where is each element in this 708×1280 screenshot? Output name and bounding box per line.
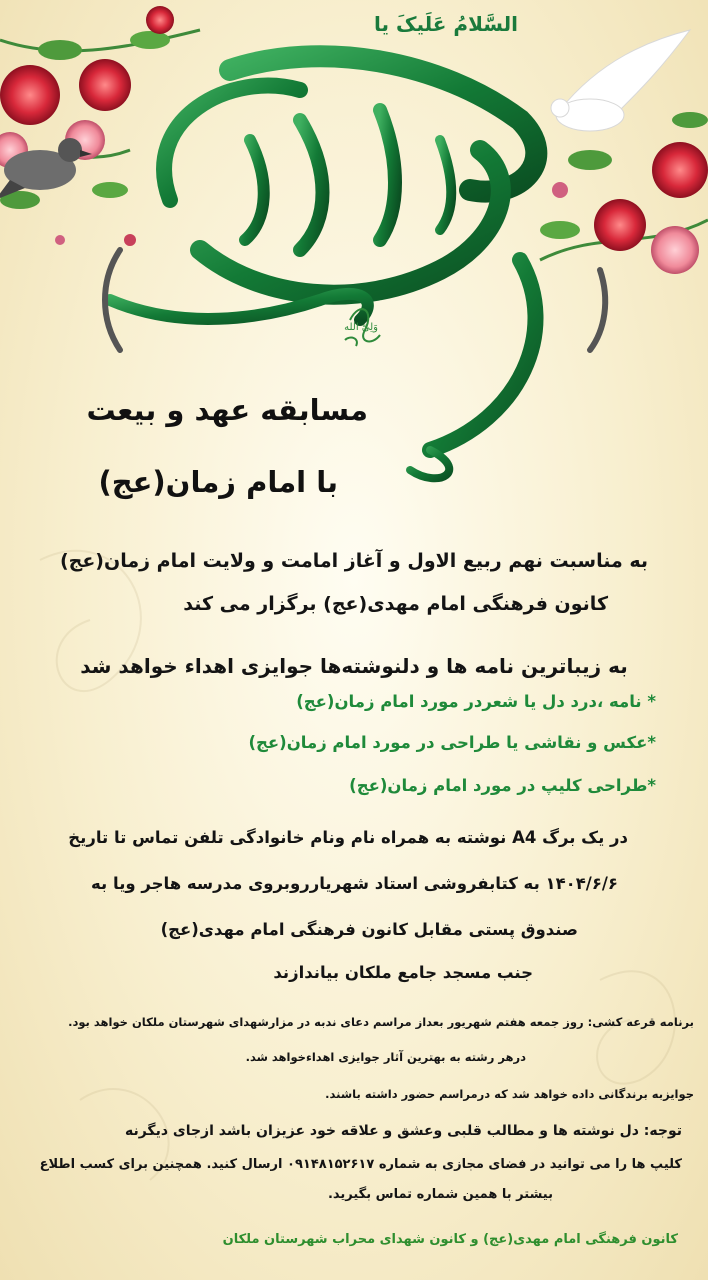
draw-line-3: جوایزبه برندگانی داده خواهد شد که درمراسم حضور داشته باشند. — [325, 1087, 694, 1101]
rules-line-1: در یک برگ A4 نوشته به همراه نام ونام خانوادگی تلفن تماس تا تاریخ — [68, 828, 628, 847]
intro-line-2: کانون فرهنگی امام مهدی(عج) برگزار می کند — [183, 593, 608, 615]
notice-line-1: توجه: دل نوشته ها و مطالب قلبی وعشق و علاقه خود عزیزان باشد ازجای دیگرنه — [124, 1123, 682, 1139]
dove-icon — [551, 30, 690, 131]
draw-line-2: درهر رشته به بهترین آثار جوایزی اهداءخواهد شد. — [245, 1050, 526, 1064]
prize-item-letter: * نامه ،درد دل یا شعردر مورد امام زمان(عج) — [296, 692, 656, 711]
title-line-2: با امام زمان(عج) — [98, 465, 338, 499]
calligraphy-name — [0, 165, 708, 166]
background-flourish — [40, 551, 675, 1180]
signature: وَلِیّ الله — [344, 322, 378, 333]
prize-item-clip: *طراحی کلیپ در مورد امام زمان(عج) — [349, 776, 656, 795]
prize-item-photo: *عکس و نقاشی یا طراحی در مورد امام زمان(عج) — [248, 733, 656, 752]
notice-line-2: کلیپ ها را می توانید در فضای مجازی به شماره ۰۹۱۴۸۱۵۲۶۱۷ ارسال کنید. همچنین برای کسب اطلاع — [39, 1157, 682, 1172]
rules-line-3: صندوق پستی مقابل کانون فرهنگی امام مهدی(عج) — [160, 920, 578, 939]
rose-bouquet-right-icon — [540, 112, 708, 274]
rules-line-2: ۱۴۰۴/۶/۶ به کتابفروشی استاد شهریارروبروی مدرسه هاجر ویا به — [91, 874, 618, 893]
salutation: السَّلامُ عَلَيکَ يا — [374, 12, 518, 36]
intro-line-1: به مناسبت نهم ربیع الاول و آغاز امامت و ولایت امام زمان(عج) — [59, 550, 649, 572]
notice-line-3: بیشتر با همین شماره تماس بگیرید. — [327, 1187, 553, 1202]
prizes-intro: به زیباترین نامه ها و دلنوشته‌ها جوایزی اهداء خواهد شد — [80, 654, 628, 678]
footer-organizers: کانون فرهنگی امام مهدی(عج) و کانون شهدای محراب شهرستان ملکان — [222, 1232, 678, 1247]
rules-line-4: جنب مسجد جامع ملکان بیاندازند — [273, 963, 533, 982]
draw-line-1: برنامه قرعه کشی: روز جمعه هفتم شهریور بعداز مراسم دعای ندبه در مزارشهدای شهرستان ملکان خواهد بود. — [68, 1015, 694, 1029]
title-line-1: مسابقه عهد و بیعت — [86, 393, 368, 427]
